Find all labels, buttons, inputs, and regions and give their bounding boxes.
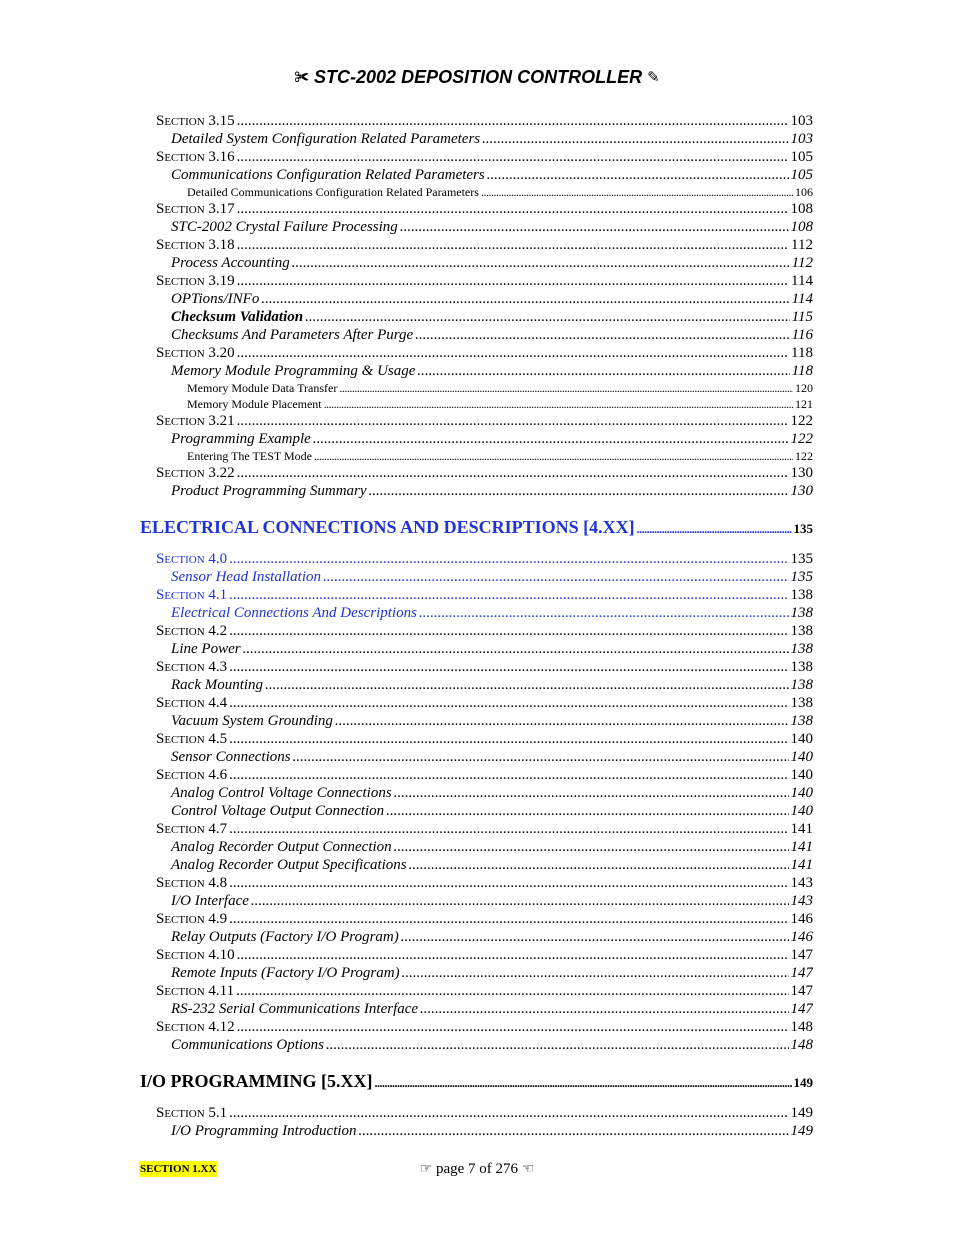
toc-entry-page: 140 <box>790 749 813 765</box>
toc-entry-title: Section 4.11 <box>156 983 235 999</box>
toc-entry-title: Analog Control Voltage Connections <box>171 785 392 801</box>
dot-leader <box>237 200 789 218</box>
toc-entry-page: 140 <box>790 785 813 801</box>
toc-entry[interactable] <box>140 964 813 982</box>
dot-leader <box>265 676 788 694</box>
toc-entry-page: 118 <box>791 345 813 361</box>
dot-leader <box>394 784 789 802</box>
toc-entry-page: 105 <box>790 167 813 183</box>
toc-entry-page: 146 <box>790 929 813 945</box>
dot-leader <box>637 512 792 542</box>
toc-entry-page: 130 <box>790 465 813 481</box>
toc-entry-title: Section 3.17 <box>156 201 235 217</box>
dot-leader <box>251 892 789 910</box>
toc-entry-page: 105 <box>790 149 813 165</box>
toc-entry-page: 141 <box>790 821 813 837</box>
toc-entry-title: RS-232 Serial Communications Interface <box>171 1001 419 1017</box>
toc-entry-title: Section 4.7 <box>156 821 228 837</box>
toc-entry-page: 148 <box>790 1019 813 1035</box>
dot-leader <box>236 982 788 1000</box>
toc-entry[interactable] <box>140 550 813 568</box>
toc-entry[interactable] <box>140 482 813 500</box>
toc-entry[interactable] <box>140 396 813 412</box>
dot-leader <box>237 236 789 254</box>
toc-entry-page: 147 <box>790 965 813 981</box>
dot-leader <box>401 928 789 946</box>
dot-leader <box>324 396 793 412</box>
dot-leader <box>229 586 788 604</box>
toc-entry-title: Vacuum System Grounding <box>171 713 333 729</box>
toc-entry-page: 135 <box>790 551 813 567</box>
pencil-icon: ✀ <box>294 69 310 86</box>
page-title: STC-2002 DEPOSITION CONTROLLER <box>314 67 643 87</box>
page-indicator <box>0 1160 954 1179</box>
toc-entry[interactable] <box>140 874 813 892</box>
toc-entry[interactable] <box>140 380 813 396</box>
toc-entry[interactable] <box>140 982 813 1000</box>
toc-entry-title: Section 5.1 <box>156 1105 228 1121</box>
toc-entry[interactable] <box>140 1018 813 1036</box>
toc-entry-title: Programming Example <box>171 431 311 447</box>
toc-entry[interactable] <box>140 218 813 236</box>
dot-leader <box>237 1018 789 1036</box>
toc-entry-page: 114 <box>791 273 813 289</box>
toc-entry[interactable] <box>140 236 813 254</box>
toc-entry[interactable] <box>140 430 813 448</box>
toc-entry[interactable] <box>140 308 813 326</box>
toc-entry-page: 112 <box>791 237 813 253</box>
toc-entry-page: 130 <box>790 483 813 499</box>
toc-entry-title: Section 4.6 <box>156 767 228 783</box>
toc-entry-page: 149 <box>790 1123 813 1139</box>
toc-entry[interactable] <box>140 1000 813 1018</box>
toc-entry-page: 146 <box>790 911 813 927</box>
toc-entry-page: 122 <box>790 413 813 429</box>
dot-leader <box>261 290 789 308</box>
toc-entry-page: 138 <box>790 713 813 729</box>
dot-leader <box>314 448 793 464</box>
dot-leader <box>394 838 789 856</box>
toc-entry-title: Section 4.9 <box>156 911 228 927</box>
dot-leader <box>237 464 789 482</box>
toc-entry-page: 122 <box>790 431 813 447</box>
toc-entry[interactable] <box>140 1122 813 1140</box>
toc-entry-title: Section 4.12 <box>156 1019 235 1035</box>
chapter-page: 135 <box>793 521 813 536</box>
toc-entry[interactable] <box>140 856 813 874</box>
toc-entry-title: Process Accounting <box>171 255 290 271</box>
dot-leader <box>481 184 793 200</box>
toc-entry[interactable] <box>140 658 813 676</box>
dot-leader <box>292 254 790 272</box>
toc-group-section-3 <box>140 112 813 500</box>
dot-leader <box>359 1122 789 1140</box>
dot-leader <box>326 1036 789 1054</box>
toc-entry[interactable] <box>140 640 813 658</box>
dot-leader <box>339 380 793 396</box>
toc-entry-page: 138 <box>790 641 813 657</box>
toc-entry-page: 112 <box>791 255 813 271</box>
dot-leader <box>237 272 789 290</box>
chapter-page: 149 <box>793 1075 813 1090</box>
toc-entry-page: 103 <box>790 131 813 147</box>
toc-entry-title: STC-2002 Crystal Failure Processing <box>171 219 398 235</box>
toc-entry-title: I/O Interface <box>171 893 249 909</box>
page-header <box>0 65 954 90</box>
toc-entry[interactable] <box>140 604 813 622</box>
dot-leader <box>400 218 789 236</box>
toc-entry[interactable] <box>140 820 813 838</box>
toc-entry[interactable] <box>140 694 813 712</box>
toc-entry[interactable] <box>140 586 813 604</box>
toc-entry-page: 106 <box>795 185 813 199</box>
toc-entry-title: Communications Options <box>171 1037 324 1053</box>
dot-leader <box>419 604 789 622</box>
toc-entry-title: Section 4.10 <box>156 947 235 963</box>
toc-entry[interactable] <box>140 676 813 694</box>
toc-entry-title: Section 3.20 <box>156 345 235 361</box>
toc-entry[interactable] <box>140 910 813 928</box>
toc-entry-page: 138 <box>790 587 813 603</box>
dot-leader <box>305 308 789 326</box>
toc-entry-title: Checksum Validation <box>171 309 304 325</box>
toc-entry-page: 108 <box>790 201 813 217</box>
pencil-icon: ✎ <box>647 69 660 86</box>
toc-entry-page: 118 <box>791 363 813 379</box>
dot-leader <box>482 130 788 148</box>
dot-leader <box>229 622 788 640</box>
toc-entry[interactable] <box>140 290 813 308</box>
dot-leader <box>409 856 789 874</box>
toc-entry-title: Section 4.4 <box>156 695 228 711</box>
toc-entry-page: 138 <box>790 605 813 621</box>
toc-entry-page: 116 <box>791 327 813 343</box>
toc-entry-page: 147 <box>790 947 813 963</box>
toc-entry[interactable] <box>140 928 813 946</box>
toc-entry[interactable] <box>140 784 813 802</box>
toc-entry-page: 147 <box>790 1001 813 1017</box>
toc-entry[interactable] <box>140 184 813 200</box>
toc-entry[interactable] <box>140 272 813 290</box>
dot-leader <box>420 1000 788 1018</box>
toc-entry-page: 115 <box>791 309 813 325</box>
pointing-hand-right-icon: ☞ <box>419 1162 433 1177</box>
toc-entry[interactable] <box>140 766 813 784</box>
toc-entry[interactable] <box>140 712 813 730</box>
dot-leader <box>237 112 789 130</box>
toc-entry-page: 149 <box>790 1105 813 1121</box>
toc-entry-page: 140 <box>790 731 813 747</box>
toc-entry-page: 147 <box>790 983 813 999</box>
toc-chapter-5[interactable] <box>140 1066 813 1096</box>
toc-entry[interactable] <box>140 838 813 856</box>
toc-entry[interactable] <box>140 1104 813 1122</box>
toc-entry-page: 141 <box>790 857 813 873</box>
toc-entry[interactable] <box>140 622 813 640</box>
toc-entry-page: 103 <box>790 113 813 129</box>
toc-entry[interactable] <box>140 200 813 218</box>
dot-leader <box>293 748 789 766</box>
dot-leader <box>487 166 789 184</box>
toc-entry-title: Entering The TEST Mode <box>187 449 312 463</box>
toc-entry-title: Line Power <box>171 641 241 657</box>
toc-entry-page: 140 <box>790 767 813 783</box>
toc-entry[interactable] <box>140 946 813 964</box>
toc-entry-page: 121 <box>795 397 813 411</box>
toc-entry-page: 108 <box>790 219 813 235</box>
dot-leader <box>229 694 788 712</box>
toc-group-section-4 <box>140 550 813 1054</box>
toc-chapter-4[interactable] <box>140 512 813 542</box>
dot-leader <box>417 362 789 380</box>
section-badge: SECTION 1.XX <box>140 1163 217 1175</box>
toc-entry-title: Sensor Connections <box>171 749 291 765</box>
toc-entry-title: Relay Outputs (Factory I/O Program) <box>171 929 399 945</box>
toc-entry-title: Communications Configuration Related Parameters <box>171 167 485 183</box>
dot-leader <box>237 946 789 964</box>
dot-leader <box>243 640 789 658</box>
toc-entry[interactable] <box>140 112 813 130</box>
toc-entry-title: Control Voltage Output Connection <box>171 803 385 819</box>
toc-entry[interactable] <box>140 130 813 148</box>
toc-entry[interactable] <box>140 892 813 910</box>
toc-entry[interactable] <box>140 344 813 362</box>
toc-entry-title: Section 4.2 <box>156 623 228 639</box>
toc-entry-page: 143 <box>790 893 813 909</box>
toc-entry[interactable] <box>140 148 813 166</box>
dot-leader <box>415 326 789 344</box>
toc-entry-title: Rack Mounting <box>171 677 264 693</box>
toc-entry[interactable] <box>140 464 813 482</box>
toc-entry-page: 148 <box>790 1037 813 1053</box>
toc-entry[interactable] <box>140 254 813 272</box>
toc-entry[interactable] <box>140 730 813 748</box>
toc-entry[interactable] <box>140 362 813 380</box>
dot-leader <box>229 730 788 748</box>
toc-entry-page: 143 <box>790 875 813 891</box>
dot-leader <box>374 1066 791 1096</box>
toc-entry-page: 135 <box>790 569 813 585</box>
toc-entry-page: 138 <box>790 677 813 693</box>
pointing-hand-left-icon: ☜ <box>521 1162 535 1177</box>
dot-leader <box>335 712 789 730</box>
toc-entry[interactable] <box>140 748 813 766</box>
toc-entry-title: Section 4.3 <box>156 659 228 675</box>
toc-entry-page: 138 <box>790 695 813 711</box>
dot-leader <box>229 1104 788 1122</box>
dot-leader <box>313 430 789 448</box>
dot-leader <box>323 568 789 586</box>
toc-entry-title: Analog Recorder Output Connection <box>171 839 392 855</box>
toc-entry-title: Memory Module Placement <box>187 397 322 411</box>
toc-entry-page: 122 <box>795 449 813 463</box>
dot-leader <box>237 344 789 362</box>
toc-entry-title: Section 4.5 <box>156 731 228 747</box>
toc-entry-title: Sensor Head Installation <box>171 569 321 585</box>
toc-entry[interactable] <box>140 568 813 586</box>
chapter-title: I/O PROGRAMMING [5.XX] <box>140 1071 373 1091</box>
toc-entry-title: Section 3.19 <box>156 273 235 289</box>
toc-entry-title: OPTions/INFo <box>171 291 260 307</box>
dot-leader <box>229 910 788 928</box>
toc-entry-title: Memory Module Data Transfer <box>187 381 338 395</box>
toc-entry-title: Detailed Communications Configuration Related Parameters <box>187 185 479 199</box>
dot-leader <box>229 658 788 676</box>
toc-entry-title: Section 4.0 <box>156 551 228 567</box>
toc-entry[interactable] <box>140 326 813 344</box>
toc-entry-title: Memory Module Programming & Usage <box>171 363 416 379</box>
dot-leader <box>229 550 788 568</box>
toc-entry-title: I/O Programming Introduction <box>171 1123 357 1139</box>
toc-entry-title: Section 3.15 <box>156 113 235 129</box>
toc-entry-page: 138 <box>790 659 813 675</box>
toc-entry-page: 120 <box>795 381 813 395</box>
toc-entry-page: 140 <box>790 803 813 819</box>
toc-entry[interactable] <box>140 412 813 430</box>
toc-entry-title: Electrical Connections And Descriptions <box>171 605 417 621</box>
dot-leader <box>237 412 789 430</box>
toc-entry-title: Product Programming Summary <box>171 483 367 499</box>
toc-entry-page: 114 <box>791 291 813 307</box>
toc-entry[interactable] <box>140 448 813 464</box>
toc-entry[interactable] <box>140 1036 813 1054</box>
toc-entry-title: Analog Recorder Output Specifications <box>171 857 407 873</box>
chapter-title: ELECTRICAL CONNECTIONS AND DESCRIPTIONS [4.XX] <box>140 517 635 537</box>
toc-entry-title: Section 3.18 <box>156 237 235 253</box>
toc-entry-page: 138 <box>790 623 813 639</box>
toc-entry-page: 141 <box>790 839 813 855</box>
toc-entry-title: Section 3.21 <box>156 413 235 429</box>
toc-entry-title: Section 3.22 <box>156 465 235 481</box>
toc-group-section-5 <box>140 1104 813 1140</box>
toc-entry[interactable] <box>140 802 813 820</box>
dot-leader <box>386 802 788 820</box>
toc-entry[interactable] <box>140 166 813 184</box>
dot-leader <box>229 820 788 838</box>
page-number-text: page 7 of 276 <box>435 1161 519 1177</box>
toc-entry-title: Section 4.8 <box>156 875 228 891</box>
dot-leader <box>229 874 788 892</box>
page-footer <box>0 1160 954 1180</box>
toc-entry-title: Section 3.16 <box>156 149 235 165</box>
dot-leader <box>237 148 789 166</box>
dot-leader <box>229 766 788 784</box>
toc-entry-title: Detailed System Configuration Related Parameters <box>171 131 481 147</box>
toc-entry-title: Section 4.1 <box>156 587 228 603</box>
dot-leader <box>369 482 789 500</box>
toc-entry-title: Checksums And Parameters After Purge <box>171 327 414 343</box>
toc-entry-title: Remote Inputs (Factory I/O Program) <box>171 965 400 981</box>
table-of-contents <box>140 112 813 1140</box>
dot-leader <box>402 964 789 982</box>
